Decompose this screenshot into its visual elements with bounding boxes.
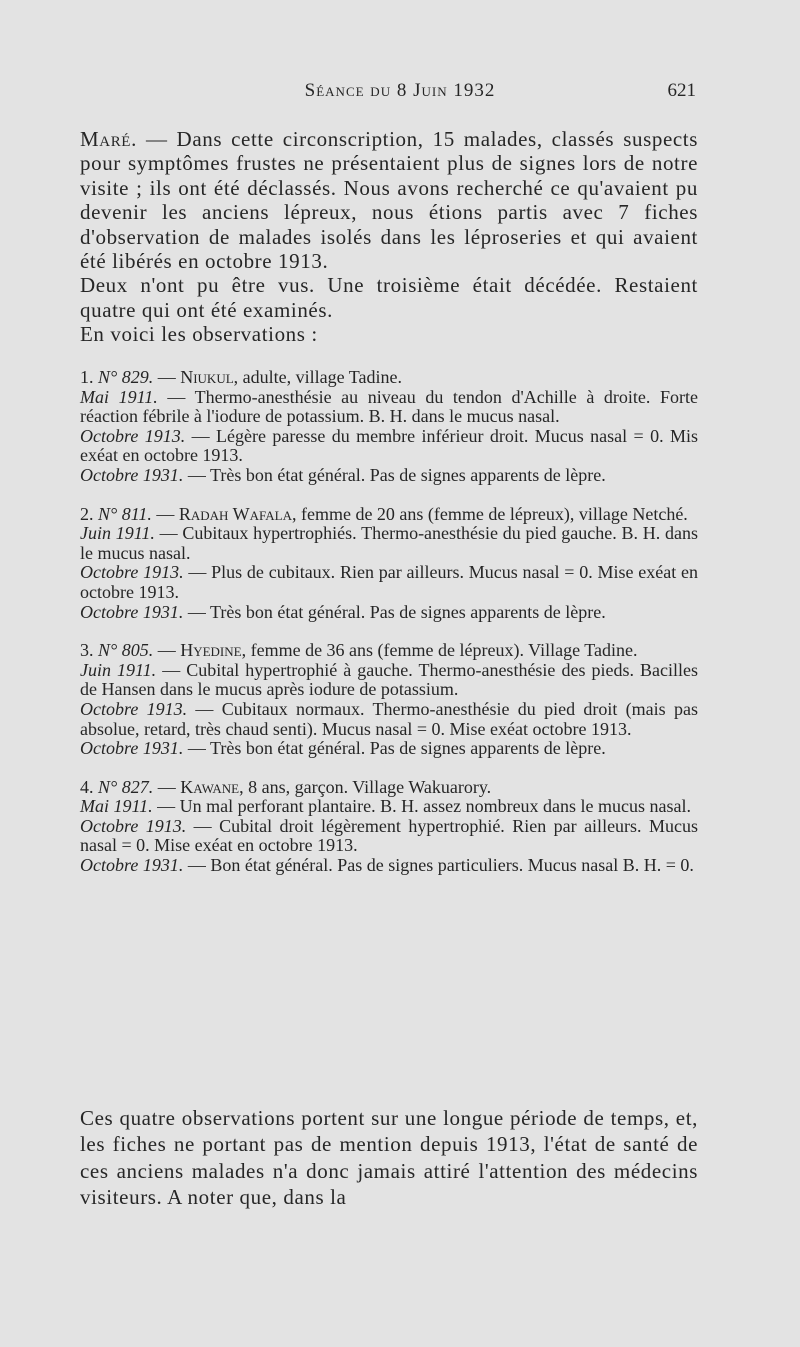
patient-name: Radah Wafala [178, 503, 292, 524]
entry-date: Mai 1911. [80, 386, 158, 407]
observation-heading: 3. N° 805. — Hyedine, femme de 36 ans (femme de lépreux). Village Tadine. [80, 640, 638, 661]
observations-list [80, 368, 698, 876]
observation-3 [80, 641, 698, 759]
entry-date: Mai 1911. [80, 796, 153, 817]
patient-name: Niukul [180, 367, 234, 387]
observation-number: 3. [80, 640, 94, 661]
patient-description: , adulte, village Tadine. [233, 367, 403, 387]
file-number: N° 811. [98, 503, 152, 524]
entry-date: Octobre 1931. [80, 601, 184, 622]
observation-entry [80, 856, 698, 876]
observation-entry [80, 563, 698, 602]
observation-4 [80, 778, 698, 876]
observation-number: 1. [80, 367, 94, 387]
observation-heading: 2. N° 811. — Radah Wafala, femme de 20 ans (femme de lépreux), village Netché. [80, 503, 688, 524]
running-title: Séance du 8 Juin 1932 [304, 80, 496, 101]
observation-gap [80, 622, 698, 641]
conclusion-section [80, 1105, 698, 1210]
observation-number: 4. [80, 776, 94, 797]
entry-date: Octobre 1913. [80, 425, 186, 446]
patient-description: , femme de 36 ans (femme de lépreux). Village Tadine. [241, 640, 638, 661]
entry-date: Juin 1911. [80, 523, 155, 544]
observation-heading: 4. N° 827. — Kawane, 8 ans, garçon. Village Wakuarory. [80, 776, 492, 797]
entry-text: — Thermo-anesthésie au niveau du tendon d'Achille à droite. Forte réaction fébrile à l'iodure de potassium. B. H. dans le mucus nasal. [80, 386, 698, 427]
conclusion-paragraph: Ces quatre observations portent sur une longue période de temps, et, les fiches ne portant pas de mention depuis 1913, l'état de santé de ces anciens malades n'a donc jamais attiré l'attention des médecins visiteurs. A noter que, dans la [80, 1106, 698, 1209]
entry-text: — Très bon état général. Pas de signes apparents de lèpre. [183, 601, 606, 622]
entry-text: — Très bon état général. Pas de signes apparents de lèpre. [183, 464, 606, 485]
observation-entry [80, 466, 698, 486]
intro-paragraph-1 [80, 127, 698, 273]
observation-gap [80, 759, 698, 778]
intro-paragraph-2: Deux n'ont pu être vus. Une troisième était décédée. Restaient quatre qui ont été examinés. [80, 273, 698, 322]
observation-1 [80, 368, 698, 486]
entry-text: — Très bon état général. Pas de signes apparents de lèpre. [183, 738, 606, 759]
observation-entry [80, 700, 698, 739]
intro-text-1: — Dans cette circonscription, 15 malades, classés suspects pour symptômes frustes ne présentaient plus de signes lors de notre visite ; ils ont été déclassés. Nous avons recherché ce qu'avaient pu devenir les anciens lépreux, nous étions partis avec 7 fiches d'observation de malades isolés dans les léproseries et qui avaient été libérés en octobre 1913. [80, 127, 698, 274]
entry-date: Octobre 1931. [80, 738, 184, 759]
entry-text: — Cubital hypertrophié à gauche. Thermo-anesthésie des pieds. Bacilles de Hansen dans le mucus après iodure de potassium. [80, 659, 698, 700]
entry-text: — Cubitaux hypertrophiés. Thermo-anesthésie du pied gauche. B. H. dans le mucus nasal. [80, 523, 699, 563]
patient-description: , femme de 20 ans (femme de lépreux), village Netché. [291, 503, 688, 524]
entry-date: Juin 1911. [80, 659, 157, 680]
entry-date: Octobre 1931. [80, 464, 184, 485]
patient-description: , 8 ans, garçon. Village Wakuarory. [239, 776, 492, 797]
entry-text: — Légère paresse du membre inférieur droit. Mucus nasal = 0. Mis exéat en octobre 1913. [80, 425, 698, 466]
entry-text: — Cubitaux normaux. Thermo-anesthésie du pied droit (mais pas absolue, retard, très chaud senti). Mucus nasal = 0. Mise exéat octobre 1913. [80, 698, 698, 739]
patient-name: Kawane [180, 776, 240, 797]
observation-entry [80, 797, 698, 817]
observation-entry [80, 388, 698, 427]
page-header [0, 80, 800, 108]
file-number: N° 805. [98, 640, 154, 661]
intro-section [80, 127, 698, 347]
observation-entry [80, 661, 698, 700]
observation-gap [80, 486, 698, 505]
entry-date: Octobre 1913. [80, 815, 187, 836]
observation-entry [80, 524, 698, 563]
entry-date: Octobre 1913. [80, 562, 184, 583]
entry-text: — Un mal perforant plantaire. B. H. assez nombreux dans le mucus nasal. [152, 796, 692, 817]
entry-date: Octobre 1931. [80, 855, 184, 876]
entry-date: Octobre 1913. [80, 698, 188, 719]
entry-text: — Cubital droit légèrement hypertrophié. Rien par ailleurs. Mucus nasal = 0. Mise exéat en octobre 1913. [80, 815, 698, 856]
file-number: N° 827. [98, 776, 154, 797]
observation-entry [80, 603, 698, 623]
observation-entry [80, 817, 698, 856]
file-number: N° 829. [98, 367, 154, 387]
observation-number: 2. [80, 503, 94, 524]
entry-text: — Plus de cubitaux. Rien par ailleurs. Mucus nasal = 0. Mise exéat en octobre 1913. [80, 562, 698, 602]
observation-2 [80, 505, 698, 623]
speaker-name: Maré. [80, 127, 137, 151]
entry-text: — Bon état général. Pas de signes particuliers. Mucus nasal B. H. = 0. [183, 855, 694, 876]
observation-heading: 1. N° 829. — Niukul, adulte, village Tadine. [80, 367, 403, 387]
observation-entry [80, 739, 698, 759]
intro-paragraph-3: En voici les observations : [80, 322, 318, 347]
observation-entry [80, 427, 698, 466]
page-number: 621 [667, 80, 696, 101]
patient-name: Hyedine [180, 640, 242, 661]
